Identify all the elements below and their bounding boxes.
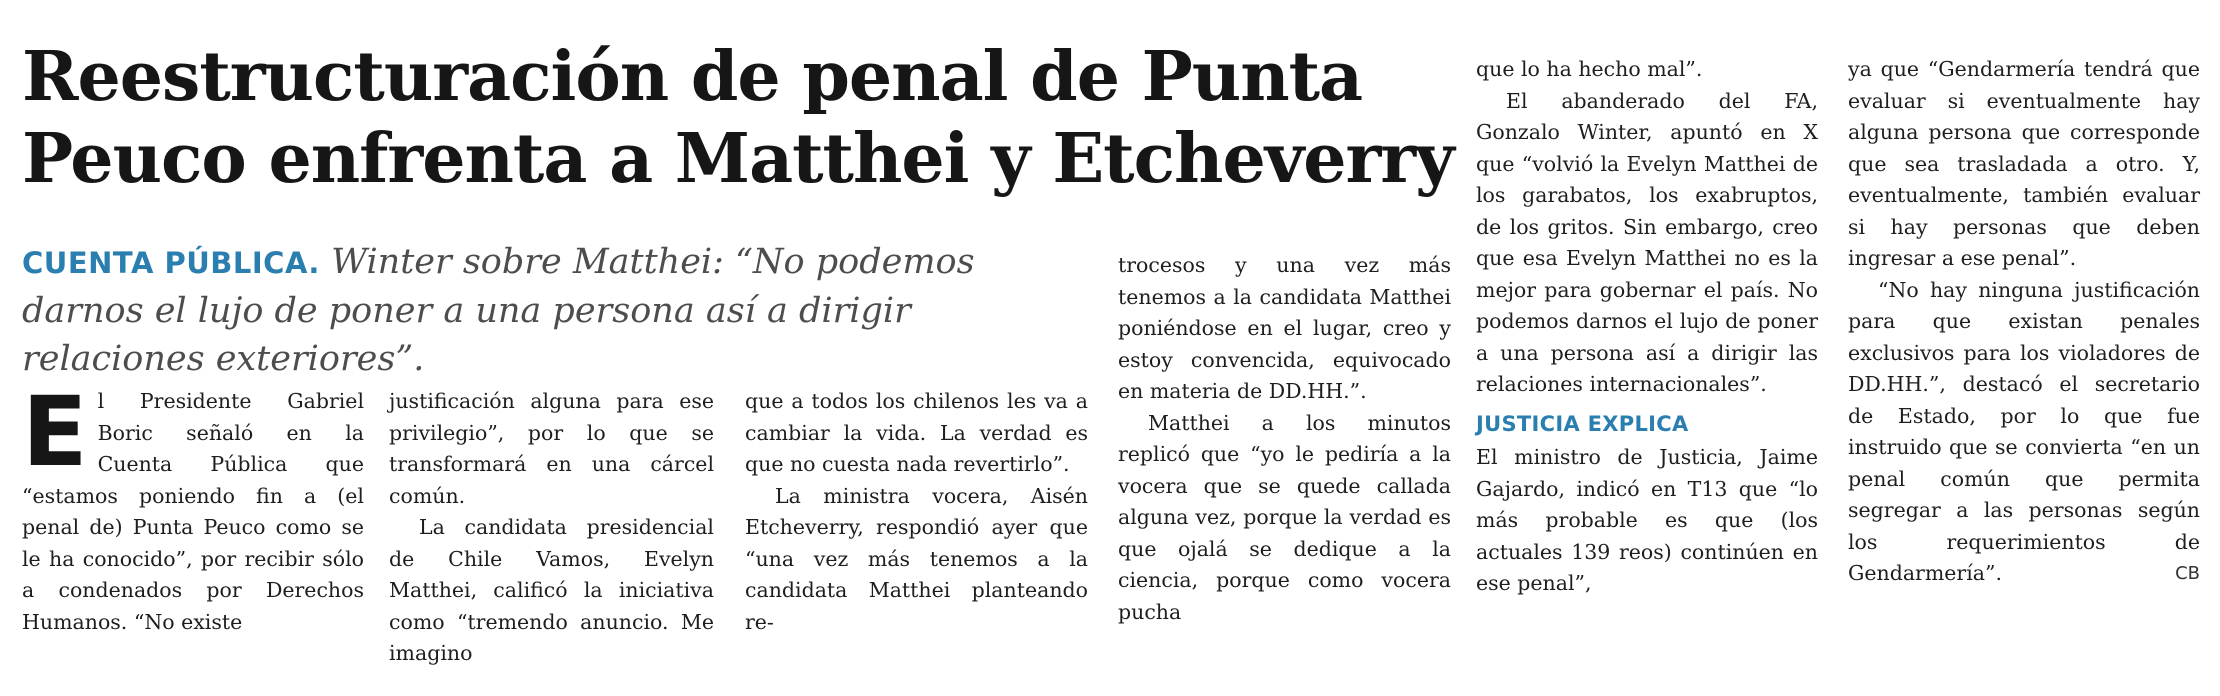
article-paragraph: La candidata presidencial de Chile Vamos, Evelyn Matthei, calificó la iniciativa como “tremendo anuncio. Me imagino — [389, 515, 714, 665]
article-column-3 — [745, 386, 1088, 638]
article-text: l Presidente Gabriel Boric señaló en la Cuenta Pública que “estamos poniendo fin a (el penal de) Punta Peuco como se le ha conocido”, por recibir sólo a condenados por Derechos Humanos. “No existe — [22, 389, 364, 634]
lead-text: Winter sobre Matthei: “No podemos darnos el lujo de poner a una persona así a dirigir relaciones exteriores”. — [22, 242, 975, 379]
article-paragraph: que lo ha hecho mal”. — [1476, 57, 1703, 81]
article-column-6 — [1848, 54, 2200, 590]
end-mark-icon: CB — [2175, 563, 2200, 584]
article-column-4 — [1118, 250, 1451, 628]
article-column-5 — [1476, 54, 1818, 600]
article-paragraph: El ministro de Justicia, Jaime Gajardo, indicó en T13 que “lo más probable es que (los actuales 139 reos) continúen en ese penal”, — [1476, 445, 1818, 595]
lead-paragraph — [22, 238, 1082, 383]
article-column-2 — [389, 386, 714, 670]
headline-line-1: Reestructuración de penal de Punta — [22, 37, 1363, 117]
article-column-1 — [22, 376, 364, 638]
article-text: “No hay ninguna justificación para que existan penales exclusivos para los violadores de DD.HH.”, destacó el secretario de Estado, por lo que fue instruido que se convierta “en un penal común que permita segregar a las personas según los requerimientos de Gendarmería”. — [1848, 277, 2200, 585]
article-paragraph: trocesos y una vez más tenemos a la candidata Matthei poniéndose en el lugar, creo y estoy convencida, equivocado en materia de DD.HH.”. — [1118, 253, 1451, 403]
lead-kicker: CUENTA PÚBLICA. — [22, 246, 320, 280]
article-paragraph — [22, 376, 364, 638]
section-subhead: JUSTICIA EXPLICA — [1476, 411, 1689, 436]
headline — [22, 36, 1462, 200]
article-paragraph: ya que “Gendarmería tendrá que evaluar si eventualmente hay alguna persona que corresponde que sea trasladada a otro. Y, eventualmente, también evaluar si hay personas que deben ingresar a ese penal”. — [1848, 57, 2200, 270]
article-paragraph — [1848, 275, 2200, 590]
article-paragraph: que a todos los chilenos les va a cambiar la vida. La verdad es que no cuesta nada revertirlo”. — [745, 389, 1088, 476]
article-paragraph: Matthei a los minutos replicó que “yo le pediría a la vocera que se quede callada alguna vez, porque la verdad es que ojalá se dedique a la ciencia, porque como vocera pucha — [1118, 410, 1451, 624]
article-paragraph: justificación alguna para ese privilegio”, por lo que se transformará en una cárcel común. — [389, 389, 714, 508]
article-paragraph: La ministra vocera, Aisén Etcheverry, respondió ayer que “una vez más tenemos a la candidata Matthei planteando re- — [745, 483, 1088, 634]
article-paragraph: El abanderado del FA, Gonzalo Winter, apuntó en X que “volvió la Evelyn Matthei de los garabatos, los exabruptos, de los gritos. Sin embargo, creo que esa Evelyn Matthei no es la mejor para gobernar el país. No podemos darnos el lujo de poner a una persona así a dirigir las relaciones internacionales”. — [1476, 88, 1818, 396]
headline-line-2: Peuco enfrenta a Matthei y Etcheverry — [22, 119, 1454, 199]
drop-cap: E — [22, 376, 88, 488]
